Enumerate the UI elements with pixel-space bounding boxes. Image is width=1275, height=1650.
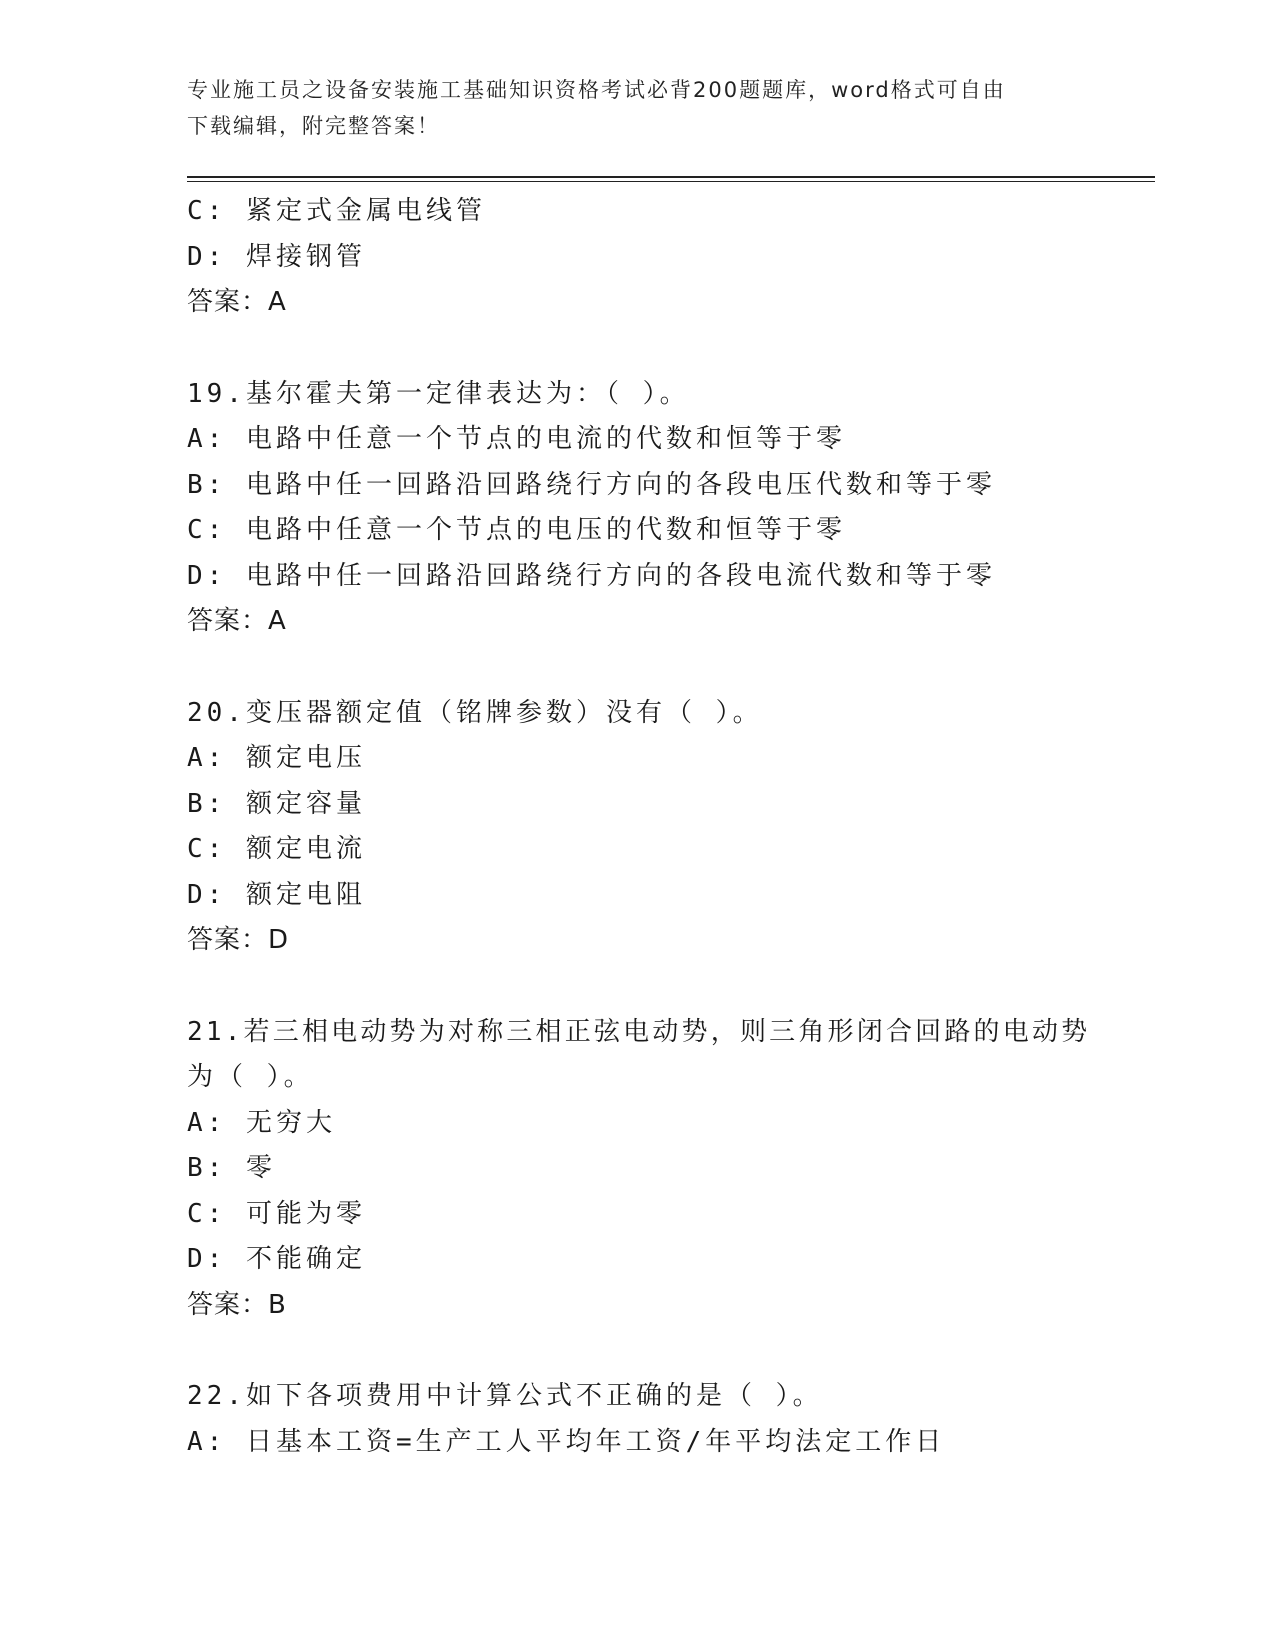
question-21 xyxy=(187,1010,1147,1329)
question-20 xyxy=(187,691,1147,964)
spacer xyxy=(187,964,1147,1010)
option-b: B: 零 xyxy=(187,1153,276,1183)
question-22 xyxy=(187,1374,1147,1465)
option-a: A: 电路中任意一个节点的电流的代数和恒等于零 xyxy=(187,424,846,454)
question-stem-line-2: 为（ ）。 xyxy=(187,1062,314,1092)
option-b: B: 额定容量 xyxy=(187,788,366,819)
question-19 xyxy=(187,372,1147,645)
document-header xyxy=(187,72,1087,144)
option-a: A: 无穷大 xyxy=(187,1107,336,1138)
option-c: C: 紧定式金属电线管 xyxy=(187,196,486,226)
option-c: C: 额定电流 xyxy=(187,834,366,864)
option-c: C: 可能为零 xyxy=(187,1198,366,1229)
option-d: D: 额定电阻 xyxy=(187,879,366,910)
header-divider-thick xyxy=(187,176,1155,178)
question-list xyxy=(187,189,1147,1465)
option-a: A: 额定电压 xyxy=(187,743,366,773)
option-d: D: 电路中任一回路沿回路绕行方向的各段电流代数和等于零 xyxy=(187,560,996,591)
spacer xyxy=(187,1328,1147,1374)
option-c: C: 电路中任意一个节点的电压的代数和恒等于零 xyxy=(187,515,846,545)
question-stem-line-1: 21.若三相电动势为对称三相正弦电动势，则三角形闭合回路的电动势 xyxy=(187,1016,1091,1047)
option-a: A: 日基本工资=生产工人平均年工资/年平均法定工作日 xyxy=(187,1426,946,1457)
option-b: B: 电路中任一回路沿回路绕行方向的各段电压代数和等于零 xyxy=(187,469,996,500)
spacer xyxy=(187,326,1147,372)
header-line-1: 专业施工员之设备安装施工基础知识资格考试必背200题题库，word格式可自由 xyxy=(187,78,1006,102)
answer: 答案：B xyxy=(187,1289,287,1320)
question-stem: 19.基尔霍夫第一定律表达为：（ ）。 xyxy=(187,378,690,409)
answer: 答案：A xyxy=(187,287,287,317)
question-18-tail xyxy=(187,189,1147,326)
question-stem: 20.变压器额定值（铭牌参数）没有（ ）。 xyxy=(187,697,763,728)
option-d: D: 焊接钢管 xyxy=(187,241,366,272)
header-divider-thin xyxy=(187,181,1155,182)
option-d: D: 不能确定 xyxy=(187,1244,366,1274)
answer: 答案：A xyxy=(187,606,287,636)
question-stem: 22.如下各项费用中计算公式不正确的是（ ）。 xyxy=(187,1381,823,1411)
header-line-2: 下载编辑，附完整答案！ xyxy=(187,114,440,138)
spacer xyxy=(187,645,1147,691)
answer: 答案：D xyxy=(187,925,290,955)
